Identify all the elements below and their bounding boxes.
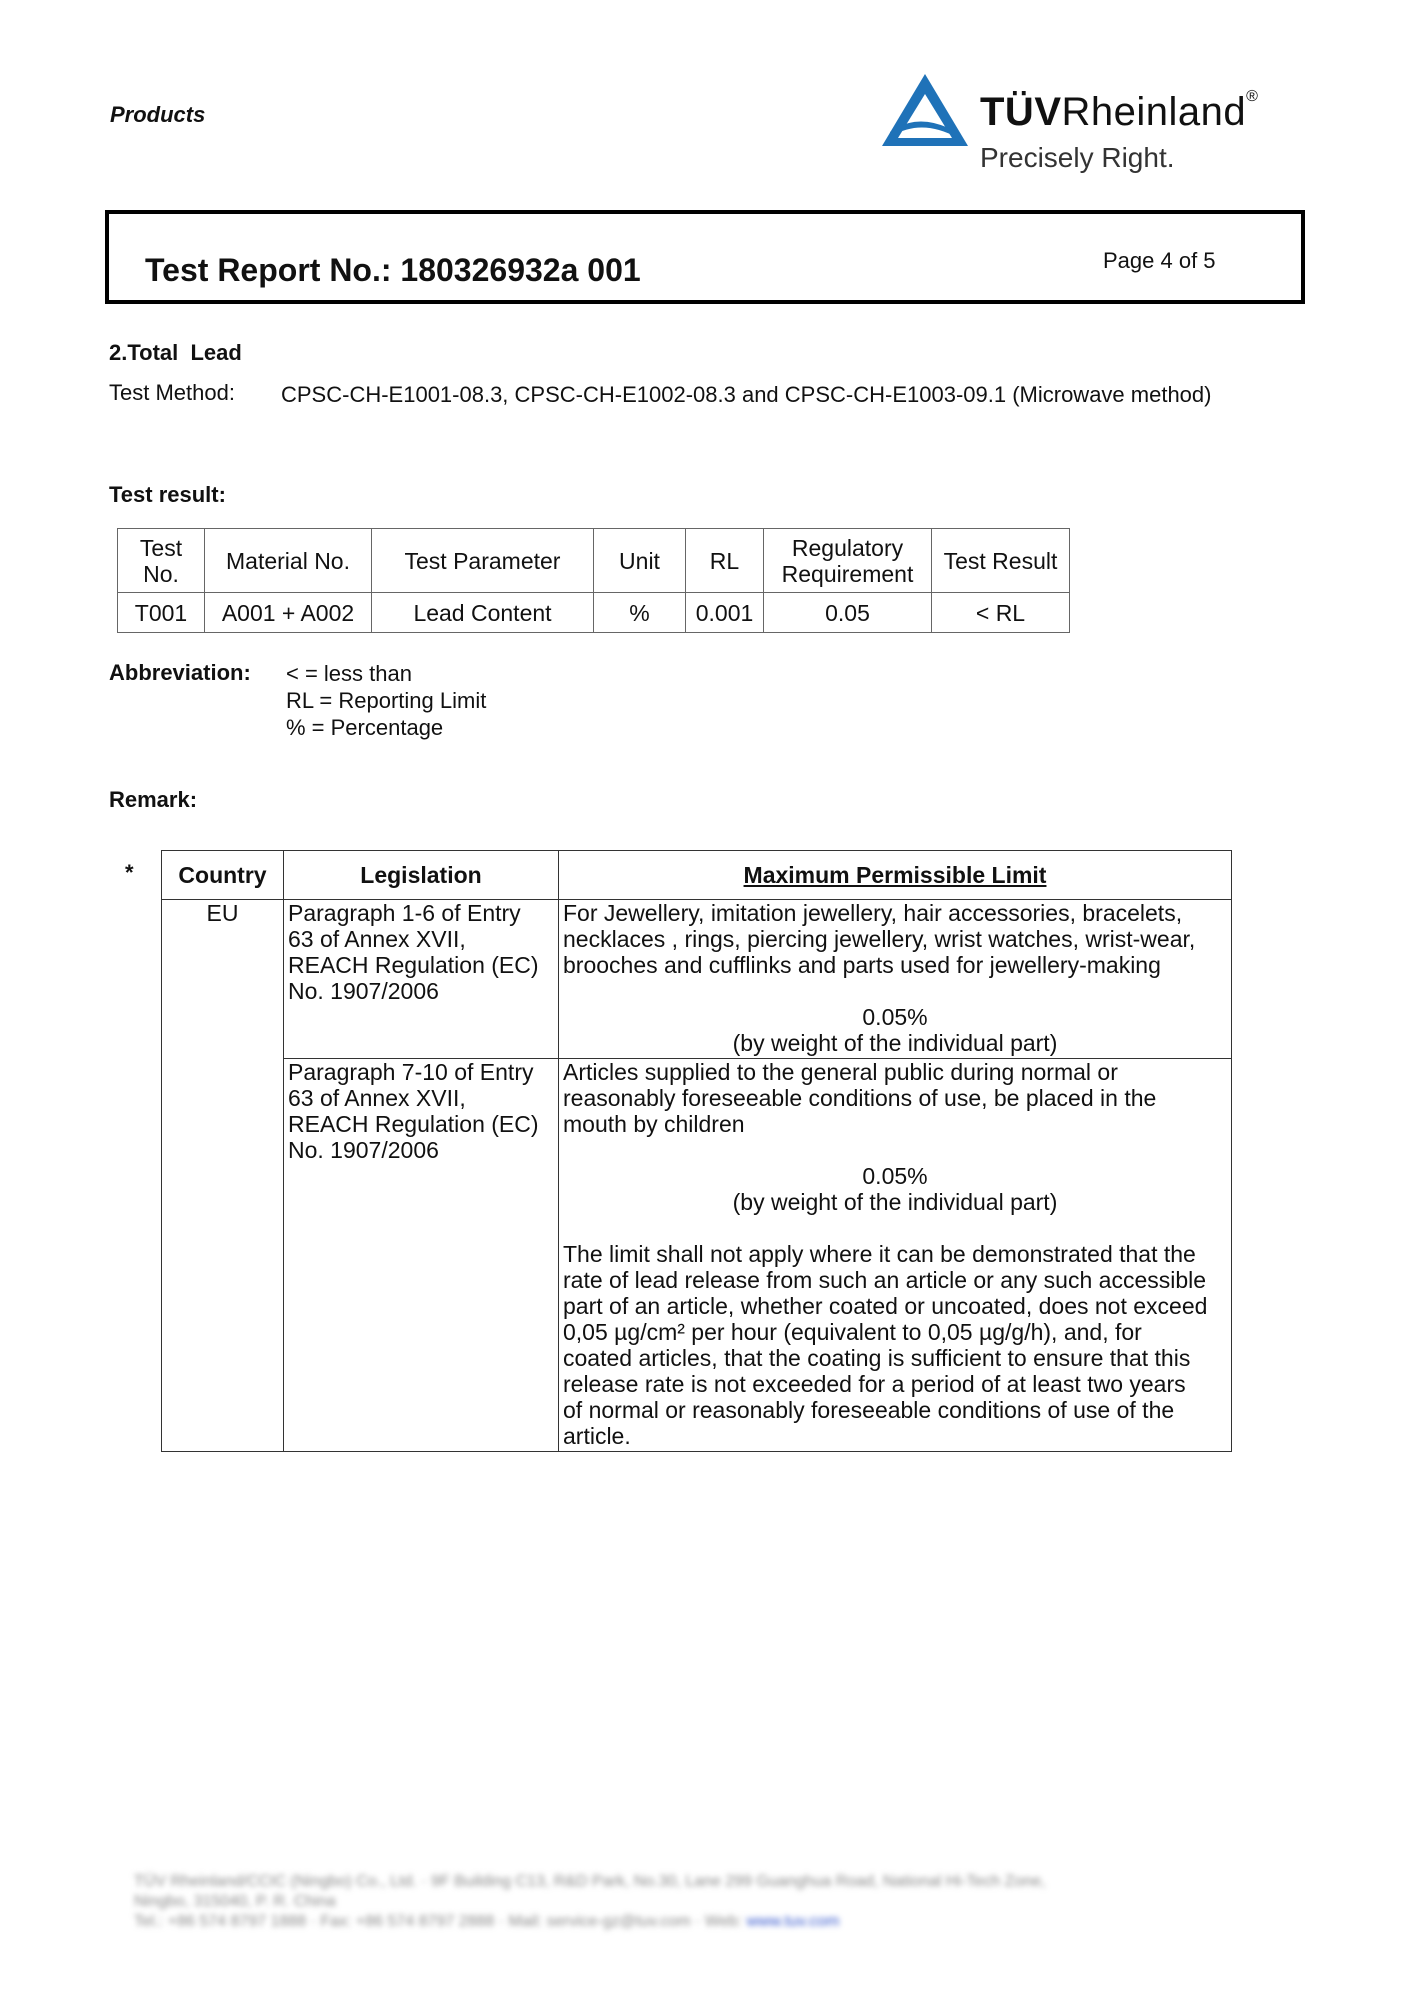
test-result-table — [117, 528, 1070, 633]
header-test-no: Test No. — [118, 529, 205, 593]
abbreviation-item: RL = Reporting Limit — [286, 688, 487, 713]
table-header-row — [118, 529, 1070, 593]
cell-country: EU — [162, 900, 284, 1452]
table-row — [162, 900, 1232, 1059]
products-label: Products — [110, 102, 206, 127]
report-title-box — [105, 210, 1305, 304]
logo-wordmark: TÜVRheinland® — [980, 88, 1259, 134]
header-legislation: Legislation — [284, 851, 559, 900]
header-test-result: Test Result — [932, 529, 1070, 593]
triangle-logo-icon — [880, 72, 970, 148]
cell-limit: Articles supplied to the general public during normal or reasonably foreseeable conditions of use, be placed in the mouth by children 0.05% (by weight of the individual part) The limit shall not apply where it can be demonstrated that the rate of lead release from such an article or any such accessible part of an article, whether coated or uncoated, does not exceed 0,05 µg/cm² per hour (equivalent to 0,05 µg/g/h), and, for coated articles, that the coating is sufficient to ensure that this release rate is not exceeded for a period of at least two years of normal or reasonably foreseeable conditions of use of the article. — [559, 1059, 1232, 1452]
limit-value: 0.05% — [862, 1163, 928, 1189]
cell-material-no: A001 + A002 — [205, 593, 372, 633]
header-unit: Unit — [594, 529, 686, 593]
cell-requirement: 0.05 — [764, 593, 932, 633]
table-row — [118, 593, 1070, 633]
cell-test-result: < RL — [932, 593, 1070, 633]
abbreviation-item: % = Percentage — [286, 715, 444, 740]
remark-table — [161, 850, 1232, 1452]
header-material-no: Material No. — [205, 529, 372, 593]
limit-note: (by weight of the individual part) — [732, 1030, 1058, 1056]
cell-rl: 0.001 — [686, 593, 764, 633]
remark-asterisk: * — [125, 860, 134, 885]
report-title: Test Report No.: 180326932a 001 — [145, 252, 641, 288]
header-rl: RL — [686, 529, 764, 593]
exception-text: The limit shall not apply where it can be demonstrated that the rate of lead release from such an article or any such accessible part of an article, whether coated or uncoated, does not exceed 0,05 µg/cm² per hour (equivalent to 0,05 µg/g/h), and, for coated articles, that the coating is sufficient to ensure that this release rate is not exceeded for a period of at least two years of normal or reasonably foreseeable conditions of use of the article. — [563, 1241, 1208, 1449]
cell-test-no: T001 — [118, 593, 205, 633]
abbreviation-label: Abbreviation: — [109, 660, 251, 685]
header-regulatory-requirement: Regulatory Requirement — [764, 529, 932, 593]
cell-limit: For Jewellery, imitation jewellery, hair accessories, bracelets, necklaces , rings, piercing jewellery, wrist watches, wrist-wear, brooches and cufflinks and parts used for jewellery-making 0.05% (by weight of the individual part) — [559, 900, 1232, 1059]
limit-value: 0.05% — [862, 1004, 928, 1030]
header-country: Country — [162, 851, 284, 900]
logo-tagline: Precisely Right. — [980, 142, 1175, 173]
cell-unit: % — [594, 593, 686, 633]
table-header-row — [162, 851, 1232, 900]
cell-test-parameter: Lead Content — [372, 593, 594, 633]
abbreviation-list — [286, 660, 486, 741]
abbreviation-item: < = less than — [286, 661, 412, 686]
cell-legislation: Paragraph 7-10 of Entry 63 of Annex XVII, REACH Regulation (EC) No. 1907/2006 — [284, 1059, 559, 1452]
header-max-limit: Maximum Permissible Limit — [559, 851, 1232, 900]
section-title: 2.Total Lead — [109, 340, 242, 365]
blurred-footer: TÜV Rheinland/CCIC (Ningbo) Co., Ltd. · 9F Building C13, R&D Park, No.30, Lane 299 Guanghua Road, National Hi-Tech Zone, Ningbo, 315040, P. R. China Tel.: +86 574 8797 1888 · Fax: +86 574 8797 2888 · Mail: service-gz@tuv.com · Web: www.tuv.com — [134, 1873, 1046, 1930]
remark-label: Remark: — [109, 787, 198, 812]
page-indicator: Page 4 of 5 — [1103, 248, 1216, 273]
test-method-text: CPSC-CH-E1001-08.3, CPSC-CH-E1002-08.3 and CPSC-CH-E1003-09.1 (Microwave method) — [281, 382, 1212, 407]
header-test-parameter: Test Parameter — [372, 529, 594, 593]
limit-note: (by weight of the individual part) — [732, 1189, 1058, 1215]
test-method-label: Test Method: — [109, 380, 235, 405]
cell-legislation: Paragraph 1-6 of Entry 63 of Annex XVII, REACH Regulation (EC) No. 1907/2006 — [284, 900, 559, 1059]
table-row — [162, 1059, 1232, 1452]
test-result-label: Test result: — [109, 482, 226, 507]
tuv-rheinland-logo — [878, 72, 1298, 182]
